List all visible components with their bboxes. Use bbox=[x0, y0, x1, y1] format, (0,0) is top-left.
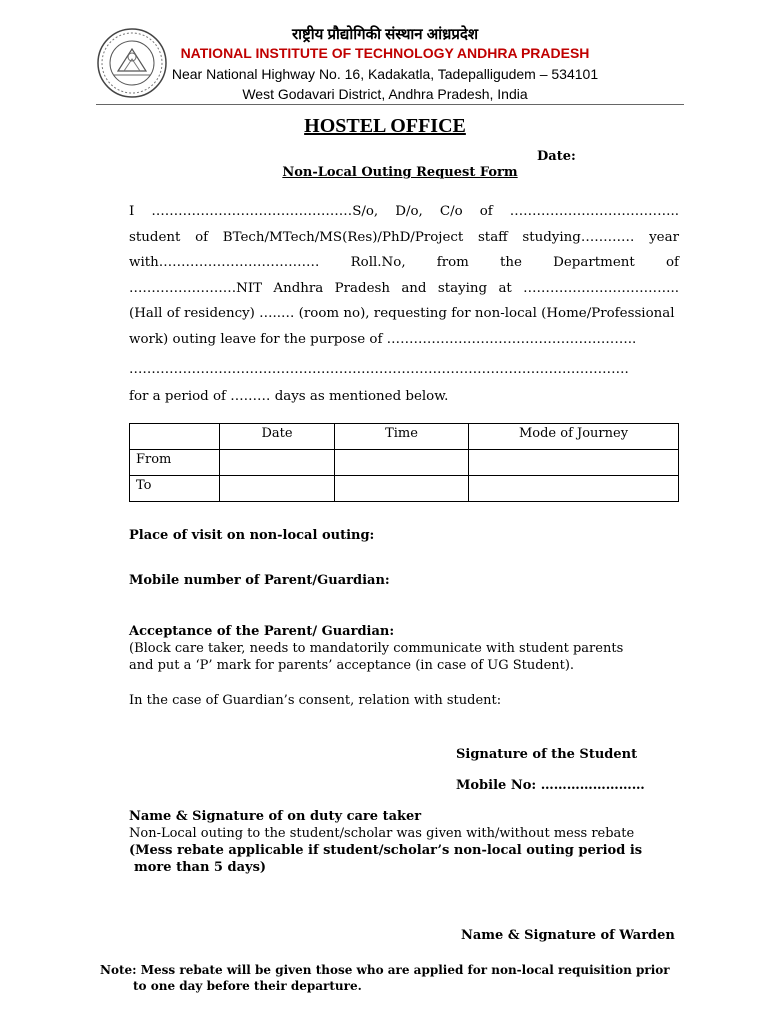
word: BTech/MTech/MS(Res)/PhD/Project bbox=[222, 230, 464, 245]
mess-rebate-note-1: (Mess rebate applicable if student/scholar’s non-local outing period is bbox=[129, 843, 643, 858]
body-line-7: …………………………………………………………………………………………………. bbox=[129, 362, 629, 377]
table-header-cell: Mode of Journey bbox=[469, 424, 679, 450]
caretaker-signature-label: Name & Signature of on duty care taker bbox=[129, 809, 422, 824]
table-row bbox=[130, 476, 679, 502]
table-header-cell: Time bbox=[335, 424, 469, 450]
hindi-institute-title: राष्ट्रीय प्रौद्योगिकी संस्थान आंध्रप्रदेश bbox=[291, 26, 479, 43]
word: Roll.No, bbox=[350, 255, 406, 270]
address-line-2: West Godavari District, Andhra Pradesh, India bbox=[242, 86, 528, 102]
table-cell[interactable] bbox=[335, 476, 469, 502]
schedule-table bbox=[129, 423, 679, 502]
table-cell[interactable] bbox=[335, 450, 469, 476]
footer-note-line-2: to one day before their departure. bbox=[133, 979, 362, 993]
table-header-cell: Date bbox=[220, 424, 335, 450]
word: I bbox=[129, 204, 135, 219]
body-line-5: (Hall of residency) …..… (room no), requesting for non-local (Home/Professional bbox=[129, 306, 675, 321]
word: Pradesh bbox=[334, 281, 390, 296]
table-cell[interactable] bbox=[220, 450, 335, 476]
table-cell[interactable] bbox=[220, 476, 335, 502]
word: the bbox=[500, 255, 522, 270]
footer-note-line-1: Note: Mess rebate will be given those who are applied for non-local requisition prior bbox=[100, 963, 670, 977]
word: D/o, bbox=[395, 204, 423, 219]
table-header-row bbox=[130, 424, 679, 450]
word: with……………………………… bbox=[129, 255, 320, 270]
office-title: HOSTEL OFFICE bbox=[304, 115, 466, 137]
table-cell[interactable] bbox=[469, 476, 679, 502]
student-signature-label: Signature of the Student bbox=[456, 747, 638, 762]
mess-rebate-line: Non-Local outing to the student/scholar was given with/without mess rebate bbox=[129, 826, 635, 841]
guardian-relation-label: In the case of Guardian’s consent, relation with student: bbox=[129, 693, 502, 708]
word: Department bbox=[553, 255, 635, 270]
institute-logo bbox=[96, 27, 168, 99]
table-cell[interactable] bbox=[469, 450, 679, 476]
word: staff bbox=[477, 230, 508, 245]
word: staying bbox=[437, 281, 488, 296]
row-label-to: To bbox=[130, 476, 220, 502]
word: from bbox=[436, 255, 469, 270]
word: of bbox=[195, 230, 209, 245]
word: C/o bbox=[439, 204, 463, 219]
word: of bbox=[479, 204, 493, 219]
word: student bbox=[129, 230, 181, 245]
table-header-cell bbox=[130, 424, 220, 450]
word: and bbox=[401, 281, 427, 296]
place-of-visit-label: Place of visit on non-local outing: bbox=[129, 528, 375, 543]
acceptance-title: Acceptance of the Parent/ Guardian: bbox=[129, 624, 395, 639]
form-title: Non-Local Outing Request Form bbox=[282, 165, 518, 180]
word: of bbox=[665, 255, 679, 270]
word: year bbox=[649, 230, 679, 245]
date-label: Date: bbox=[537, 149, 576, 164]
body-line-8: for a period of ……… days as mentioned below. bbox=[129, 389, 449, 404]
word: ……………………………….. bbox=[509, 204, 679, 219]
acceptance-note-1: (Block care taker, needs to mandatorily communicate with student parents bbox=[129, 641, 624, 656]
mess-rebate-note-2: more than 5 days) bbox=[134, 860, 267, 875]
word: Andhra bbox=[273, 281, 324, 296]
body-line-2 bbox=[129, 229, 679, 247]
word: at bbox=[498, 281, 512, 296]
body-line-4 bbox=[129, 280, 679, 298]
word: …………………………….. bbox=[523, 281, 679, 296]
body-line-1 bbox=[129, 203, 679, 221]
row-label-from: From bbox=[130, 450, 220, 476]
word: ……………………NIT bbox=[129, 281, 263, 296]
body-line-6: work) outing leave for the purpose of ……………………………………………….. bbox=[129, 332, 637, 347]
institute-name: NATIONAL INSTITUTE OF TECHNOLOGY ANDHRA PRADESH bbox=[180, 45, 590, 61]
word: studying………… bbox=[522, 230, 635, 245]
warden-signature-label: Name & Signature of Warden bbox=[461, 928, 675, 943]
parent-mobile-label: Mobile number of Parent/Guardian: bbox=[129, 573, 390, 588]
word: ………………………………………S/o, bbox=[151, 204, 379, 219]
header-divider bbox=[96, 104, 684, 105]
address-line-1: Near National Highway No. 16, Kadakatla, Tadepalligudem – 534101 bbox=[171, 66, 599, 82]
body-line-3 bbox=[129, 254, 679, 272]
student-mobile-label: Mobile No: …………………… bbox=[456, 778, 645, 793]
acceptance-note-2: and put a ‘P’ mark for parents’ acceptance (in case of UG Student). bbox=[129, 658, 575, 673]
table-row bbox=[130, 450, 679, 476]
